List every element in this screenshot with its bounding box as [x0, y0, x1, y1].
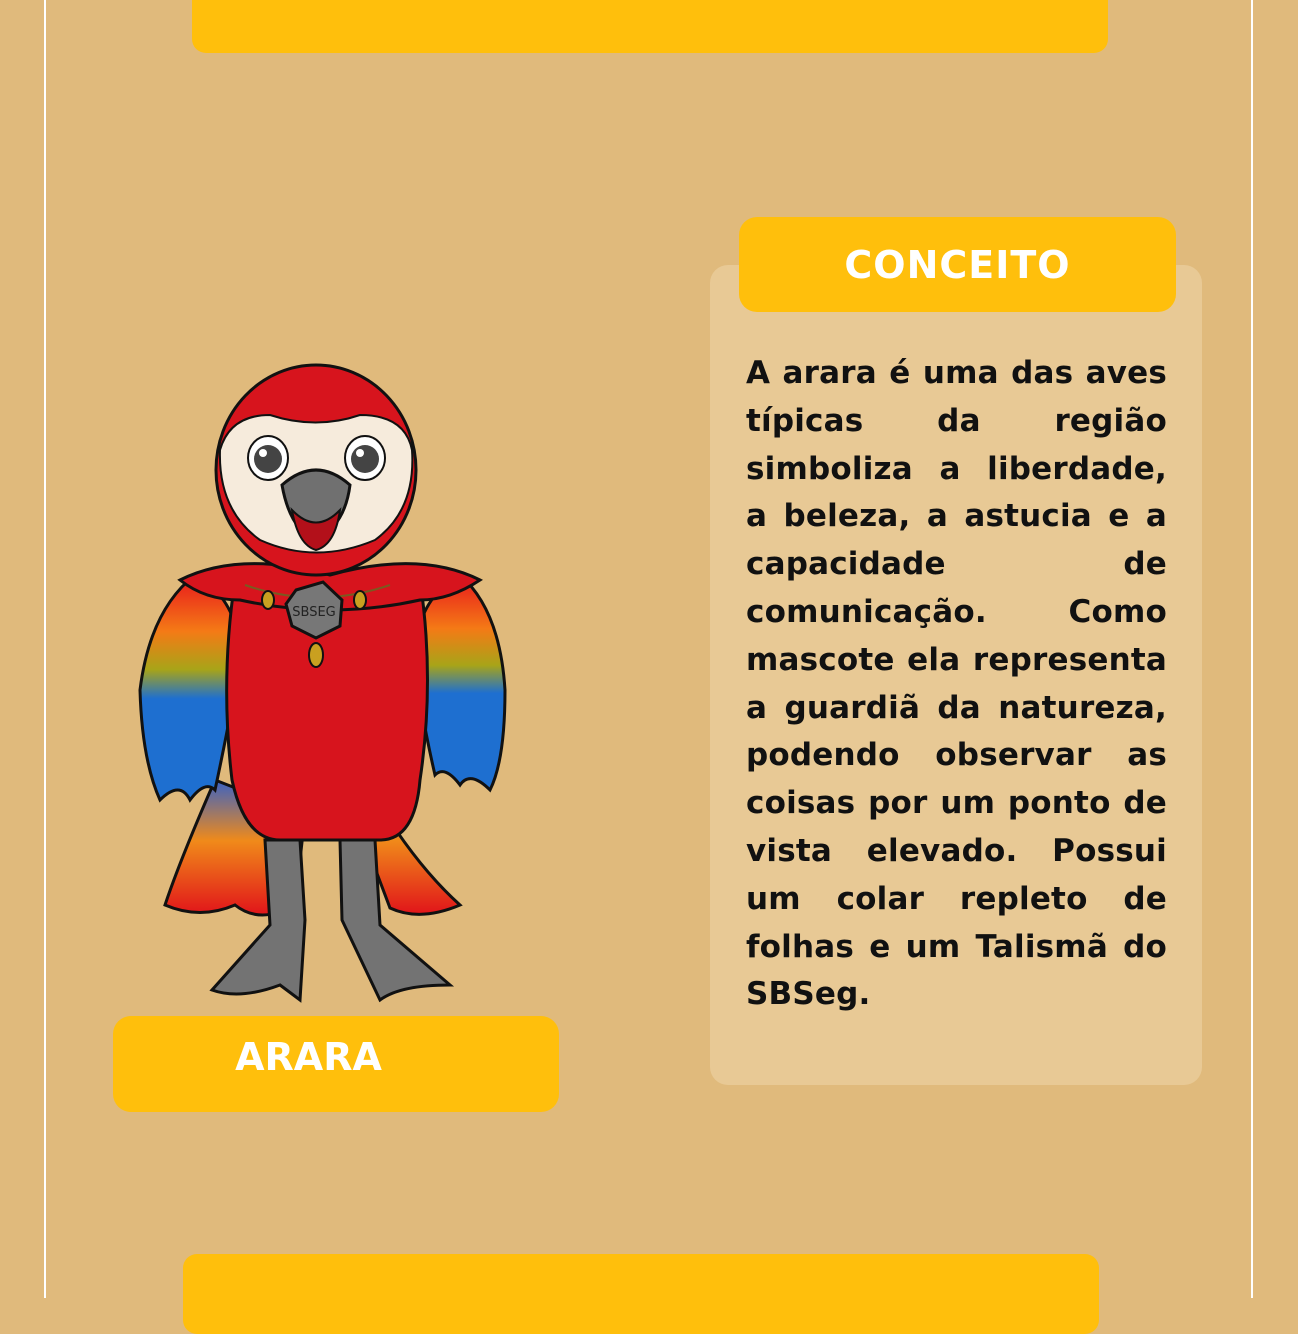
concept-header [739, 217, 1176, 312]
top-banner-bar [192, 0, 1108, 53]
left-border-line [44, 0, 46, 1298]
concept-title: CONCEITO [844, 242, 1071, 287]
right-border-line [1251, 0, 1253, 1298]
medallion-text: SBSEG [292, 605, 336, 620]
mascot-name-label [113, 1016, 559, 1112]
bottom-banner-bar [183, 1254, 1099, 1334]
macaw-mascot-illustration [120, 360, 540, 1020]
concept-description: A arara é uma das aves típicas da região simboliza a liberdade, a beleza, a astucia e a capacidade de comunicação. Como mascote ela representa a guardiã da natureza, podendo observar as coisas por um ponto de vista elevado. Possui um colar repleto de folhas e um Talismã do SBSeg. [746, 355, 1167, 1013]
mascot-name: ARARA [235, 1035, 382, 1079]
